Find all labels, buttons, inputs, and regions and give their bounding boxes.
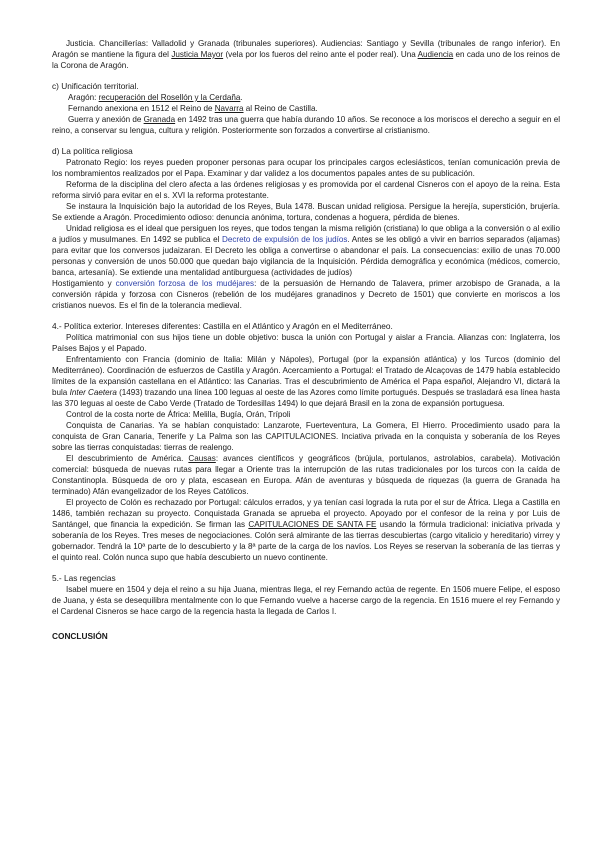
decreto-expulsion-link[interactable]: Decreto de expulsión de los judíos: [221, 235, 348, 244]
rosellon-link[interactable]: recuperación del Rosellón y la Cerdaña: [98, 93, 241, 102]
granada-link[interactable]: Granada: [143, 115, 176, 124]
section-d-heading: d) La política religiosa: [52, 146, 133, 156]
hostigamiento-paragraph: [52, 278, 560, 311]
desc-text: El descubrimiento de América.: [66, 454, 189, 463]
justicia-paragraph: [52, 38, 560, 71]
desc-text-2: : avances científicos y geográficos (brújula, portulanos, astrolabios, carabela). Motivación comercial: búsqueda de nuevas rutas para llegar a Oriente tras la interrupción de las rutas tradicionales por los turcos con la caída de Constantinopla. Búsqueda de oro y plata, escasean en Europa. Afán de aventuras y búsqueda de riquezas (la guerra de Granada ha terminado) Afán evangelizador de los Reyes Católicos.: [52, 454, 560, 496]
granada-paragraph: [52, 114, 560, 136]
justicia-text-2: (vela por los fueros del reino ante el poder real). Una: [223, 50, 418, 59]
inter-caetera: Inter Caetera: [69, 388, 117, 397]
enfrentamiento-paragraph: [52, 354, 560, 409]
justicia-text-3: en cada uno de los reinos de la Corona de Aragón.: [52, 50, 560, 70]
colon-text-2: usando la fórmula tradicional: iniciativa privada y soberanía de los Reyes. Tres meses de negociaciones. Colón será almirante de las tierras descubiertas (cargo vitalicio y hereditario) virrey y gobernador. Tendrá la 10ª parte de lo descubierto y la 8ª parte de la carga de los navíos. Los Reyes se reservan la soberanía de las tierras y el quinto real. Colón nunca supo que había descubierto un nuevo continente.: [52, 520, 560, 562]
justicia-text: . Chancillerías: Valladolid y Granada (tribunales superiores). Audiencias: Santiago y Sevilla (tribunales de rango inferior). En Aragón se mantiene la figura del: [52, 39, 560, 59]
causas-label: Causas: [188, 454, 216, 463]
host-text-2: : de la persuasión de Hernando de Talavera, primer arzobispo de Granada, a la conversión rápida y forzosa con Cisneros (rebelión de los mudéjares granadinos y Decreto de 1501) que convierte en moriscos a los cristianos nuevos. Es el fin de la tolerancia medieval.: [52, 279, 560, 310]
inquisicion-paragraph: Se instaura la Inquisición bajo la autoridad de los Reyes, Bula 1478. Buscan unidad religiosa. Persigue la herejía, superstición, brujería. Se extiende a Aragón. Procedimiento odioso: denuncia anónima, tortura, condenas a hoguera, pérdida de bienes.: [52, 202, 560, 222]
section-4-heading: 4.- Política exterior. Intereses diferentes: Castilla en el Atlántico y Aragón en el Mediterráneo.: [52, 321, 393, 331]
justicia-mayor-link[interactable]: Justicia Mayor: [171, 50, 224, 59]
guerra-text: Guerra y anexión de: [68, 115, 144, 124]
fernando-line: [52, 103, 560, 114]
mudejares-link[interactable]: conversión forzosa de los mudéjares: [115, 279, 255, 288]
unidad-text-2: . Antes se les obligó a vivir en barrios separados (aljamas) para evitar que los conversos judaizaran. El Decreto les obliga a convertirse o abandonar el país. La consecuencias: exilio de unas 70.000 personas y conversión de unos 50.000 que quedan bajo vigilancia de la Inquisición. Pérdida demográfica y económica (médicos, comercio, banca, artesanía). Se extiende una mentalidad antiburguesa (actividades de judíos): [52, 235, 561, 277]
unidad-paragraph: [52, 223, 560, 278]
capitulaciones-link[interactable]: CAPITULACIONES DE SANTA FE: [248, 520, 377, 529]
host-text: Hostigamiento y: [52, 279, 116, 288]
matrimonial-paragraph: Política matrimonial con sus hijos tiene un doble objetivo: busca la unión con Portugal y aislar a Francia. Alianzas con: Inglaterra, los Países Bajos y el Papado.: [52, 333, 560, 353]
section-c-heading: c) Unificación territorial.: [52, 81, 139, 91]
document-page: [52, 38, 560, 642]
audiencia-link[interactable]: Audiencia: [417, 50, 454, 59]
enfrentamiento-text: Enfrentamiento con Francia (dominio de Italia: Milán y Nápoles), Portugal (por la expansión atlántica) y los Turcos (dominio del Mediterráneo). Coordinación de esfuerzos de Castilla y Aragón. Acercamiento a Portugal: el Tratado de Alcaçovas de 1479 había establecido límites de la expansión castellana en el Atlántico: las Canarias. Tras el descubrimiento de América el Papa español, Alejandro VI, dictará la bula: [52, 355, 560, 397]
reforma-paragraph: Reforma de la disciplina del clero afecta a las órdenes religiosas y es promovida por el cardenal Cisneros con el apoyo de la reina. Esta reforma sirvió para evitar en el s. XVI la reforma protestante.: [52, 180, 560, 200]
fernando-text: Fernando anexiona en 1512 el Reino de: [68, 104, 215, 113]
fernando-text-2: al Reino de Castilla.: [243, 104, 318, 113]
justicia-label: Justicia: [66, 39, 93, 48]
navarra-link[interactable]: Navarra: [214, 104, 244, 113]
canarias-paragraph: Conquista de Canarias. Ya se habían conquistado: Lanzarote, Fuerteventura, La Gomera, El Hierro. Procedimiento usado para la conquista de Gran Canaria, Tenerife y La Palma son las CAPITULACIONES. Inciativa privada en la conquista y soberanía de los Reyes sobre las tierras conquistadas: tierras de realengo.: [52, 421, 560, 452]
enfrentamiento-text-2: (1493) trazando una línea 100 leguas al oeste de las Azores como límite portugués. Después se trasladará esa línea hasta las 370 leguas al oeste de Cabo Verde (Tratado de Tordesillas 1494) lo que dejará Brasil en la zona de expansión portuguesa.: [52, 388, 560, 408]
guerra-text-2: en 1492 tras una guerra que había durando 10 años. Se reconoce a los moriscos el derecho a seguir en el reino, a conservar su lengua, cultura y religión. Posteriormente son forzados a convertirse al cristianismo.: [52, 115, 560, 135]
unidad-text: Unidad religiosa es el ideal que persiguen los reyes, que todos tengan la misma religión (cristiana) lo que obliga a la conversión o al exilio a judíos y musulmanes. En 1492 se publica el: [52, 224, 560, 244]
aragon-line: [52, 92, 560, 103]
control-paragraph: Control de la costa norte de África: Melilla, Bugía, Orán, Trípoli: [66, 410, 291, 419]
section-5-heading: 5.- Las regencias: [52, 573, 116, 583]
conclusion-heading: CONCLUSIÓN: [52, 631, 108, 641]
patronato-paragraph: Patronato Regio: los reyes pueden proponer personas para ocupar los principales cargos eclesiásticos, tenían comunicación previa de los nombramientos realizados por el Papa. Examinar y dar validez a los documentos papales antes de su publicación.: [52, 158, 560, 178]
regencias-paragraph: Isabel muere en 1504 y deja el reino a su hija Juana, mientras llega, el rey Fernando actúa de regente. En 1506 muere Felipe, el esposo de Juana, y ésta se desequilibra mentalmente con lo que Fernando vuelve a hacerse cargo de la regencia. En 1516 muere el rey Fernando y el Cardenal Cisneros se hace cargo de la regencia hasta la llegada de Carlos I.: [52, 585, 560, 616]
descubrimiento-paragraph: [52, 453, 560, 497]
colon-text: El proyecto de Colón es rechazado por Portugal: cálculos errados, y ya tenían casi lograda la ruta por el sur de África. Llega a Castilla en 1486, también rechazan su proyecto. Conquistada Granada se aprueba el proyecto. Apoyado por el confesor de la reina y por Luis de Santángel, que financia la expedición. Se firman las: [52, 498, 560, 529]
aragon-label: Aragón:: [68, 93, 99, 102]
aragon-end: .: [240, 93, 243, 102]
colon-paragraph: [52, 497, 560, 563]
